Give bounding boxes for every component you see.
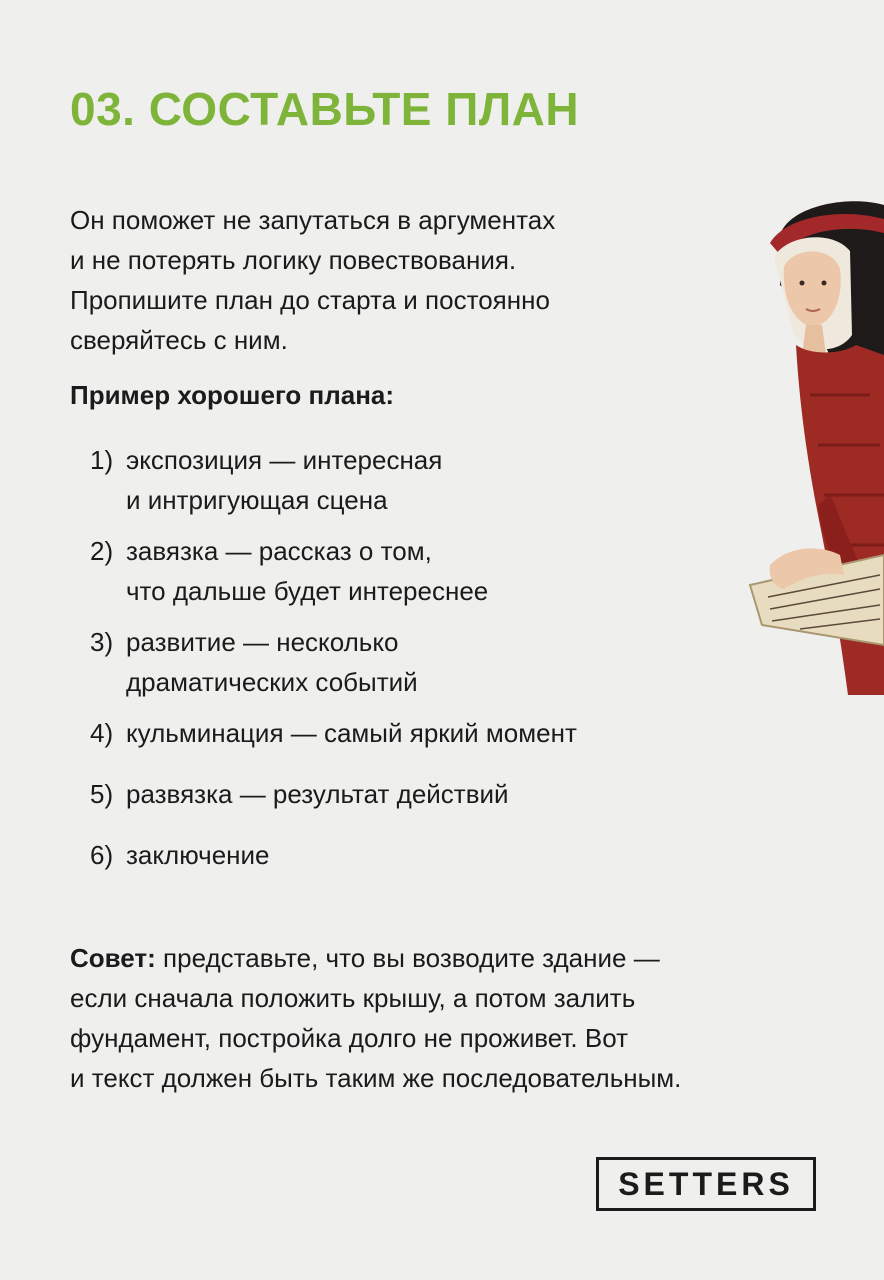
tip-text: представьте, что вы возводите здание —	[155, 943, 660, 973]
step-text: завязка — рассказ о том,	[126, 536, 432, 566]
tip-line	[70, 938, 830, 978]
step-text: развязка — результат действий	[126, 779, 509, 809]
step-text: экспозиция — интересная	[126, 445, 443, 475]
step-number: 2)	[90, 536, 114, 566]
step-number: 3)	[90, 627, 114, 657]
step-text: развитие — несколько	[126, 627, 399, 657]
plan-step	[90, 440, 442, 520]
plan-heading: Пример хорошего плана:	[70, 380, 395, 410]
plan-step	[90, 774, 509, 814]
step-number: 1)	[90, 445, 114, 475]
step-text-continued: что дальше будет интереснее	[126, 576, 489, 606]
step-text: кульминация — самый яркий момент	[126, 718, 577, 748]
intro-line: и не потерять логику повествования.	[70, 245, 517, 275]
step-number: 6)	[90, 840, 114, 870]
intro-line: Он поможет не запутаться в аргументах	[70, 205, 556, 235]
plan-step	[90, 622, 418, 702]
setters-logo: SETTERS	[596, 1157, 816, 1211]
tip-line: и текст должен быть таким же последовательным.	[70, 1063, 682, 1093]
tip-line: если сначала положить крышу, а потом залить	[70, 983, 636, 1013]
intro-paragraph	[70, 200, 710, 360]
plan-step	[90, 713, 577, 753]
plan-step	[90, 835, 270, 875]
plan-step	[90, 531, 488, 611]
step-text: заключение	[126, 840, 270, 870]
intro-line: сверяйтесь с ним.	[70, 325, 288, 355]
step-text-continued: драматических событий	[126, 667, 418, 697]
tip-paragraph	[70, 938, 830, 1098]
step-text-continued: и интригующая сцена	[126, 485, 388, 515]
step-number: 4)	[90, 718, 114, 748]
medieval-lady-illustration	[740, 195, 884, 705]
tip-line: фундамент, постройка долго не проживет. Вот	[70, 1023, 628, 1053]
intro-line: Пропишите план до старта и постоянно	[70, 285, 550, 315]
step-number: 5)	[90, 779, 114, 809]
tip-label: Совет:	[70, 943, 156, 973]
slide-title: 03. СОСТАВЬТЕ ПЛАН	[70, 83, 580, 135]
